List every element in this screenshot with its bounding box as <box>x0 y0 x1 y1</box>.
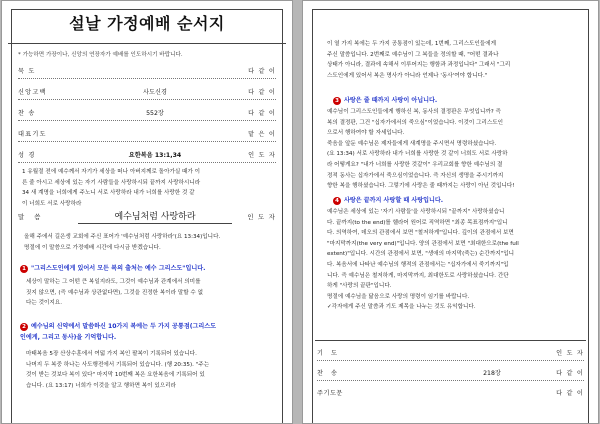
closing-row-prayer <box>317 347 584 361</box>
order-leader: 맡 은 이 <box>248 131 276 138</box>
text-line: 상태가 아니라, 결과에 속해서 이루어지는 행함과 과정입니다" 그래서 "그리 <box>327 62 511 69</box>
right-page <box>302 0 599 424</box>
sermon-label: 말 씀 <box>18 213 45 221</box>
scripture-line: 른 줄 아시고 세상에 있는 자기 사람들을 사랑하시되 끝까지 사랑하시니라 <box>22 179 201 186</box>
scripture-line: 이 너희도 서로 사랑하라 <box>22 200 82 207</box>
text-line: 명절에 예수님을 닮음으로 사랑의 명령이 임기를 바랍니다. <box>327 293 470 300</box>
order-row-prayer <box>18 128 276 142</box>
text-line: 향한 복을 행하셨습니다. 그렇기에 사랑은 줄 때까지는 사랑이 아닌 것입니다! <box>327 183 515 190</box>
order-leader: 다 같 이 <box>248 110 276 117</box>
order-label: 주기도문 <box>317 390 343 397</box>
text-line: 죽음을 앞둔 예수님은 제자들에게 새계명을 주시면서 명령하셨습니다. <box>327 140 497 147</box>
order-detail: 552장 <box>146 110 164 117</box>
text-line: 예수님은 세상에 있는 '자기 사람들'을 사랑하시되 "끝까지" 사랑하셨습니 <box>327 209 505 215</box>
page-title: 설날 가정예배 순서지 <box>69 14 225 33</box>
text-line: 다. 복음서에 나타난 예수님의 행적의 관점에서는 "십자가에서 죽기까지"입 <box>327 261 509 268</box>
left-page <box>1 0 293 424</box>
order-row-meditation <box>18 65 276 79</box>
point-text: 예수님의 신약에서 말씀하신 10가지 복에는 두 가지 공통점(그리스도 <box>31 323 217 330</box>
text-line: 하게 "사랑의 끝판"입니다. <box>327 283 392 290</box>
order-label: 대표기도 <box>18 131 47 138</box>
right-intro-body <box>327 39 580 81</box>
point-1-heading <box>20 263 280 274</box>
point-4-body <box>327 207 580 313</box>
point-3-heading <box>333 95 586 106</box>
text-line: 명절에 이 말씀으로 가정예배 시간에 다시금 받겠습니다. <box>24 244 161 251</box>
text-line: 것이 받는 것보다 복이 있다" 마지막 10번째 복은 요한복음에 기록되어 있 <box>26 372 205 379</box>
text-line: 스도인에게 있어서 복은 명사가 아니라 언제나 '동사'여야 합니다." <box>327 72 488 79</box>
text-line: 나머지 두 복중 하나는 사도행전에서 기록되어 있습니다. (행 20:35). "주는 <box>26 361 210 368</box>
text-line: 이 열 가지 복에는 두 가지 공통점이 있는데, 1번째, 그리스도인들에게 <box>327 41 497 47</box>
point-text: 인에게, 그리고 동사)을 기억합니다. <box>20 334 117 341</box>
text-line: 복의 결정판, 그건 "십자가에서의 죽으심"이었습니다. 이것이 그리스도인 <box>327 119 504 126</box>
text-line: extent)"입니다. 시간의 관점에서 보면, "생애의 마지막(죽는) 순간까지"입니 <box>327 251 515 258</box>
order-row-hymn <box>18 107 276 121</box>
order-row-scripture <box>18 149 276 163</box>
scripture-text <box>22 167 274 209</box>
text-line: 주신 말씀입니다. 2번째로 예수님이 그 복들을 정의할 때, "어떤 결과나 <box>327 51 499 58</box>
text-line: (요 13:34) 서로 사랑하라 내가 너희를 사랑한 것 같이 너희도 서로 사랑하 <box>327 151 508 158</box>
text-line: 짓지 않으면, (즉 예수님과 상관없다면), 그것을 진정한 복이라 말할 수 없 <box>26 289 204 296</box>
sermon-leader: 인 도 자 <box>247 213 276 221</box>
point-text: "그리스도인에게 있어서 모든 복의 출처는 예수 그리스도"입니다. <box>31 265 206 272</box>
number-badge: 3 <box>333 97 341 105</box>
text-line: 니다. 즉 예수님은 철저하게, 마지막까지, 최대한도로 사랑하셨습니다. 간단 <box>327 272 509 279</box>
closing-top-rule <box>315 340 586 341</box>
order-row-creed <box>18 86 276 100</box>
order-label: 성 경 <box>18 152 36 159</box>
closing-row-lords-prayer <box>317 387 584 401</box>
text-line: 라 어떻게요? "내가 너희를 사랑한 것같이" 우리교회를 향한 예수님의 결 <box>327 161 503 168</box>
text-line: 으로서 행하여야 할 자세입니다. <box>327 130 405 137</box>
order-label: 신앙고백 <box>18 89 47 96</box>
sermon-underline <box>78 223 232 224</box>
title-divider <box>8 43 286 44</box>
point-1-body <box>26 277 274 309</box>
number-badge: 4 <box>333 197 341 205</box>
point-text: 사랑은 끝까지 사랑할 때 사랑입니다. <box>344 197 444 204</box>
intro-note: * 가능하면 가장이나, 신앙의 연장자가 예배를 인도하시기 바랍니다. <box>18 52 183 58</box>
sermon-row <box>18 208 276 226</box>
number-badge: 1 <box>20 265 28 273</box>
point-text: 사랑은 줄 때까지 사랑이 아닙니다. <box>344 97 438 104</box>
order-leader: 인 도 자 <box>556 350 584 357</box>
text-line: 올해 주에서 길은생 교회에 주신 표어가 '예수님처럼 사랑하라'(요 13:34)입니다. <box>24 234 221 240</box>
text-line: 마태복음 5장 산상수훈에서 여덟 가지 복인 팔복이 기록되어 있습니다. <box>26 351 197 357</box>
order-leader: 다 같 이 <box>248 89 276 96</box>
order-leader: 인 도 자 <box>248 152 276 159</box>
number-badge: 2 <box>20 323 28 331</box>
text-line: 다는 것이지요. <box>26 300 62 307</box>
text-line: 정적 동사는 십자가에서 죽으심이었습니다. 즉 자신의 생명을 주시기까지 <box>327 172 504 179</box>
order-detail: 요한복음 13:1,34 <box>128 152 182 159</box>
order-leader: 다 같 이 <box>556 390 584 397</box>
order-leader: 다 같 이 <box>556 370 584 377</box>
text-line: 예수님이 그리스도인들에게 행하신 복, 동사의 결정판은 무엇입니까? 즉 <box>327 109 501 115</box>
text-line: 세상이 말하는 그 어떤 큰 복일지라도, 그것이 예수님과 관계에서 의미를 <box>26 279 201 285</box>
order-label: 찬 송 <box>317 370 340 377</box>
order-label: 기 도 <box>317 350 340 357</box>
text-line: "마지막까지(the very end)"입니다. 양의 관점에서 보면 "최대한으로(the full <box>327 240 519 247</box>
point-2-body <box>26 349 274 391</box>
scripture-line: 1 유월절 전에 예수께서 자기가 세상을 떠나 아버지께로 돌아가실 때가 이 <box>22 169 201 175</box>
order-label: 묵 도 <box>18 68 36 75</box>
text-line: ✓각자에게 주신 말씀과 기도 제목을 나누는 것도 유익합니다. <box>327 304 476 311</box>
sermon-title: 예수님처럼 사랑하라 <box>114 212 196 222</box>
order-detail: 218장 <box>483 370 501 377</box>
text-line: 습니다. (요 13:17) 너희가 이것을 알고 행하면 복이 있으리라 <box>26 382 176 389</box>
order-label: 찬 송 <box>18 110 36 117</box>
text-line: 다. 끝까지(to the end)를 헬라어 원어로 직역하면 "최종 목표점까지"입니 <box>327 219 508 226</box>
order-detail: 사도신경 <box>143 89 167 96</box>
closing-row-hymn <box>317 367 584 381</box>
point-2-heading <box>20 321 280 343</box>
point-3-body <box>327 107 580 192</box>
scripture-line: 34 새 계명을 너희에게 주노니 서로 사랑하라 내가 너희를 사랑한 것 같 <box>22 190 195 197</box>
text-line: 다. 의역하여, 데오의 관점에서 보면 "철저하게"입니다. 깊이의 관점에서 보면 <box>327 230 514 237</box>
sermon-intro <box>24 232 274 253</box>
point-4-heading <box>333 195 586 206</box>
order-leader: 다 같 이 <box>248 68 276 75</box>
